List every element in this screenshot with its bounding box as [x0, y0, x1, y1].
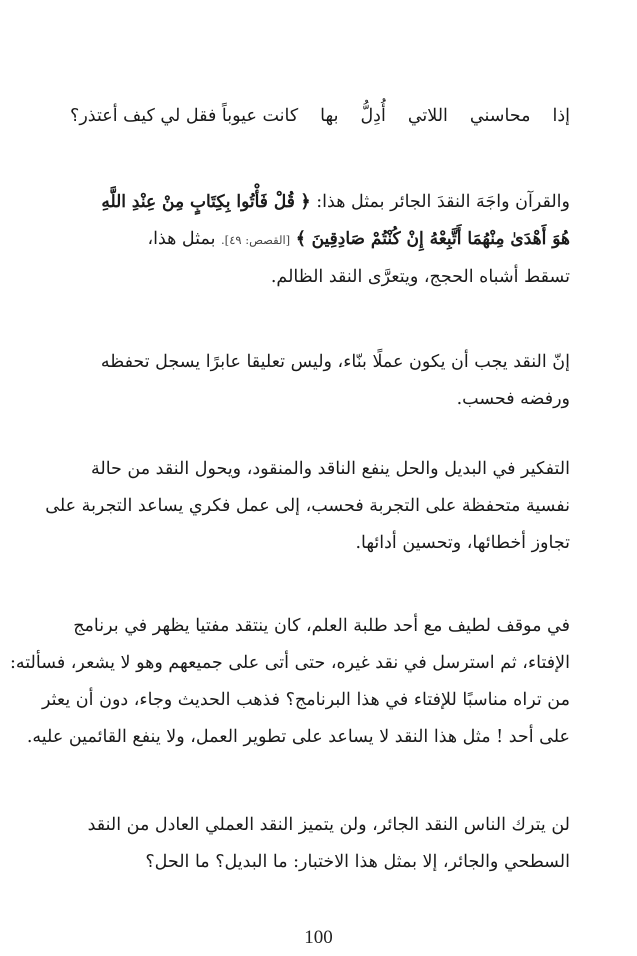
paragraph-3: [45, 451, 570, 562]
paragraph-2: [92, 344, 570, 418]
paragraph-4: [10, 608, 570, 756]
paragraph-5: [87, 807, 570, 881]
paragraph-line: من تراه مناسبًا للإفتاء في هذا البرنامج؟ فذهب الحديث وجاء، دون أن يعثر: [42, 690, 570, 710]
verse-word: إذا: [552, 106, 570, 126]
verse-word: محاسني: [469, 106, 531, 126]
paragraph-line: إنّ النقد يجب أن يكون عملًا بنّاء، وليس تعليقا عابرًا يسجل تحفظه: [100, 352, 570, 372]
quran-open-bracket: ﴿: [300, 192, 311, 212]
paragraph-line: التفكير في البديل والحل ينفع الناقد والمنقود، ويحول النقد من حالة: [91, 459, 570, 479]
quran-citation: [القصص: ٤٩].: [221, 233, 291, 247]
quran-verse-line2: هُوَ أَهْدَىٰ مِنْهُمَا أَتَّبِعْهُ إِنْ كُنْتُمْ صَادِقِينَ: [311, 229, 570, 249]
paragraph-line: تجاوز أخطائها، وتحسين أدائها.: [355, 533, 570, 553]
verse-word: أُدِلُّ: [360, 106, 386, 126]
quran-intro: والقرآن واجَهَ النقدَ الجائر بمثل هذا:: [316, 192, 570, 212]
paragraph-line: الإفتاء، ثم استرسل في نقد غيره، حتى أتى على جميعهم وهو لا يشعر، فسألته:: [10, 653, 570, 673]
paragraph-line: تسقط أشباه الحجج، ويتعرَّى النقد الظالم.: [270, 267, 570, 287]
paragraph-line: ورفضه فحسب.: [456, 389, 570, 409]
quran-verse-line1: قُلْ فَأْتُوا بِكِتَابٍ مِنْ عِنْدِ اللَّهِ: [101, 192, 295, 212]
page-number: 100: [304, 927, 333, 948]
paragraph-line: [92, 184, 570, 221]
paragraph-quran: [92, 184, 570, 296]
poetry-verse: [70, 100, 570, 132]
paragraph-line: لن يترك الناس النقد الجائر، ولن يتميز النقد العملي العادل من النقد: [87, 815, 570, 835]
paragraph-line: السطحي والجائر، إلا بمثل هذا الاختبار: ما البديل؟ ما الحل؟: [145, 852, 570, 872]
paragraph-line: على أحد ! مثل هذا النقد لا يساعد على تطوير العمل، ولا ينفع القائمين عليه.: [26, 727, 570, 747]
verse-word: بها: [320, 106, 339, 126]
paragraph-line: نفسية متحفظة على التجربة فحسب، إلى عمل فكري يساعد التجربة على: [45, 496, 570, 516]
paragraph-line: [92, 221, 570, 259]
verse-word: كانت عيوباً فقل لي كيف أعتذر؟: [70, 106, 299, 126]
quran-after-citation: بمثل هذا،: [147, 229, 216, 249]
quran-close-bracket: ﴾: [295, 229, 306, 249]
verse-word: اللاتي: [407, 106, 448, 126]
paragraph-line: في موقف لطيف مع أحد طلبة العلم، كان ينتقد مفتيا يظهر في برنامج: [73, 616, 570, 636]
